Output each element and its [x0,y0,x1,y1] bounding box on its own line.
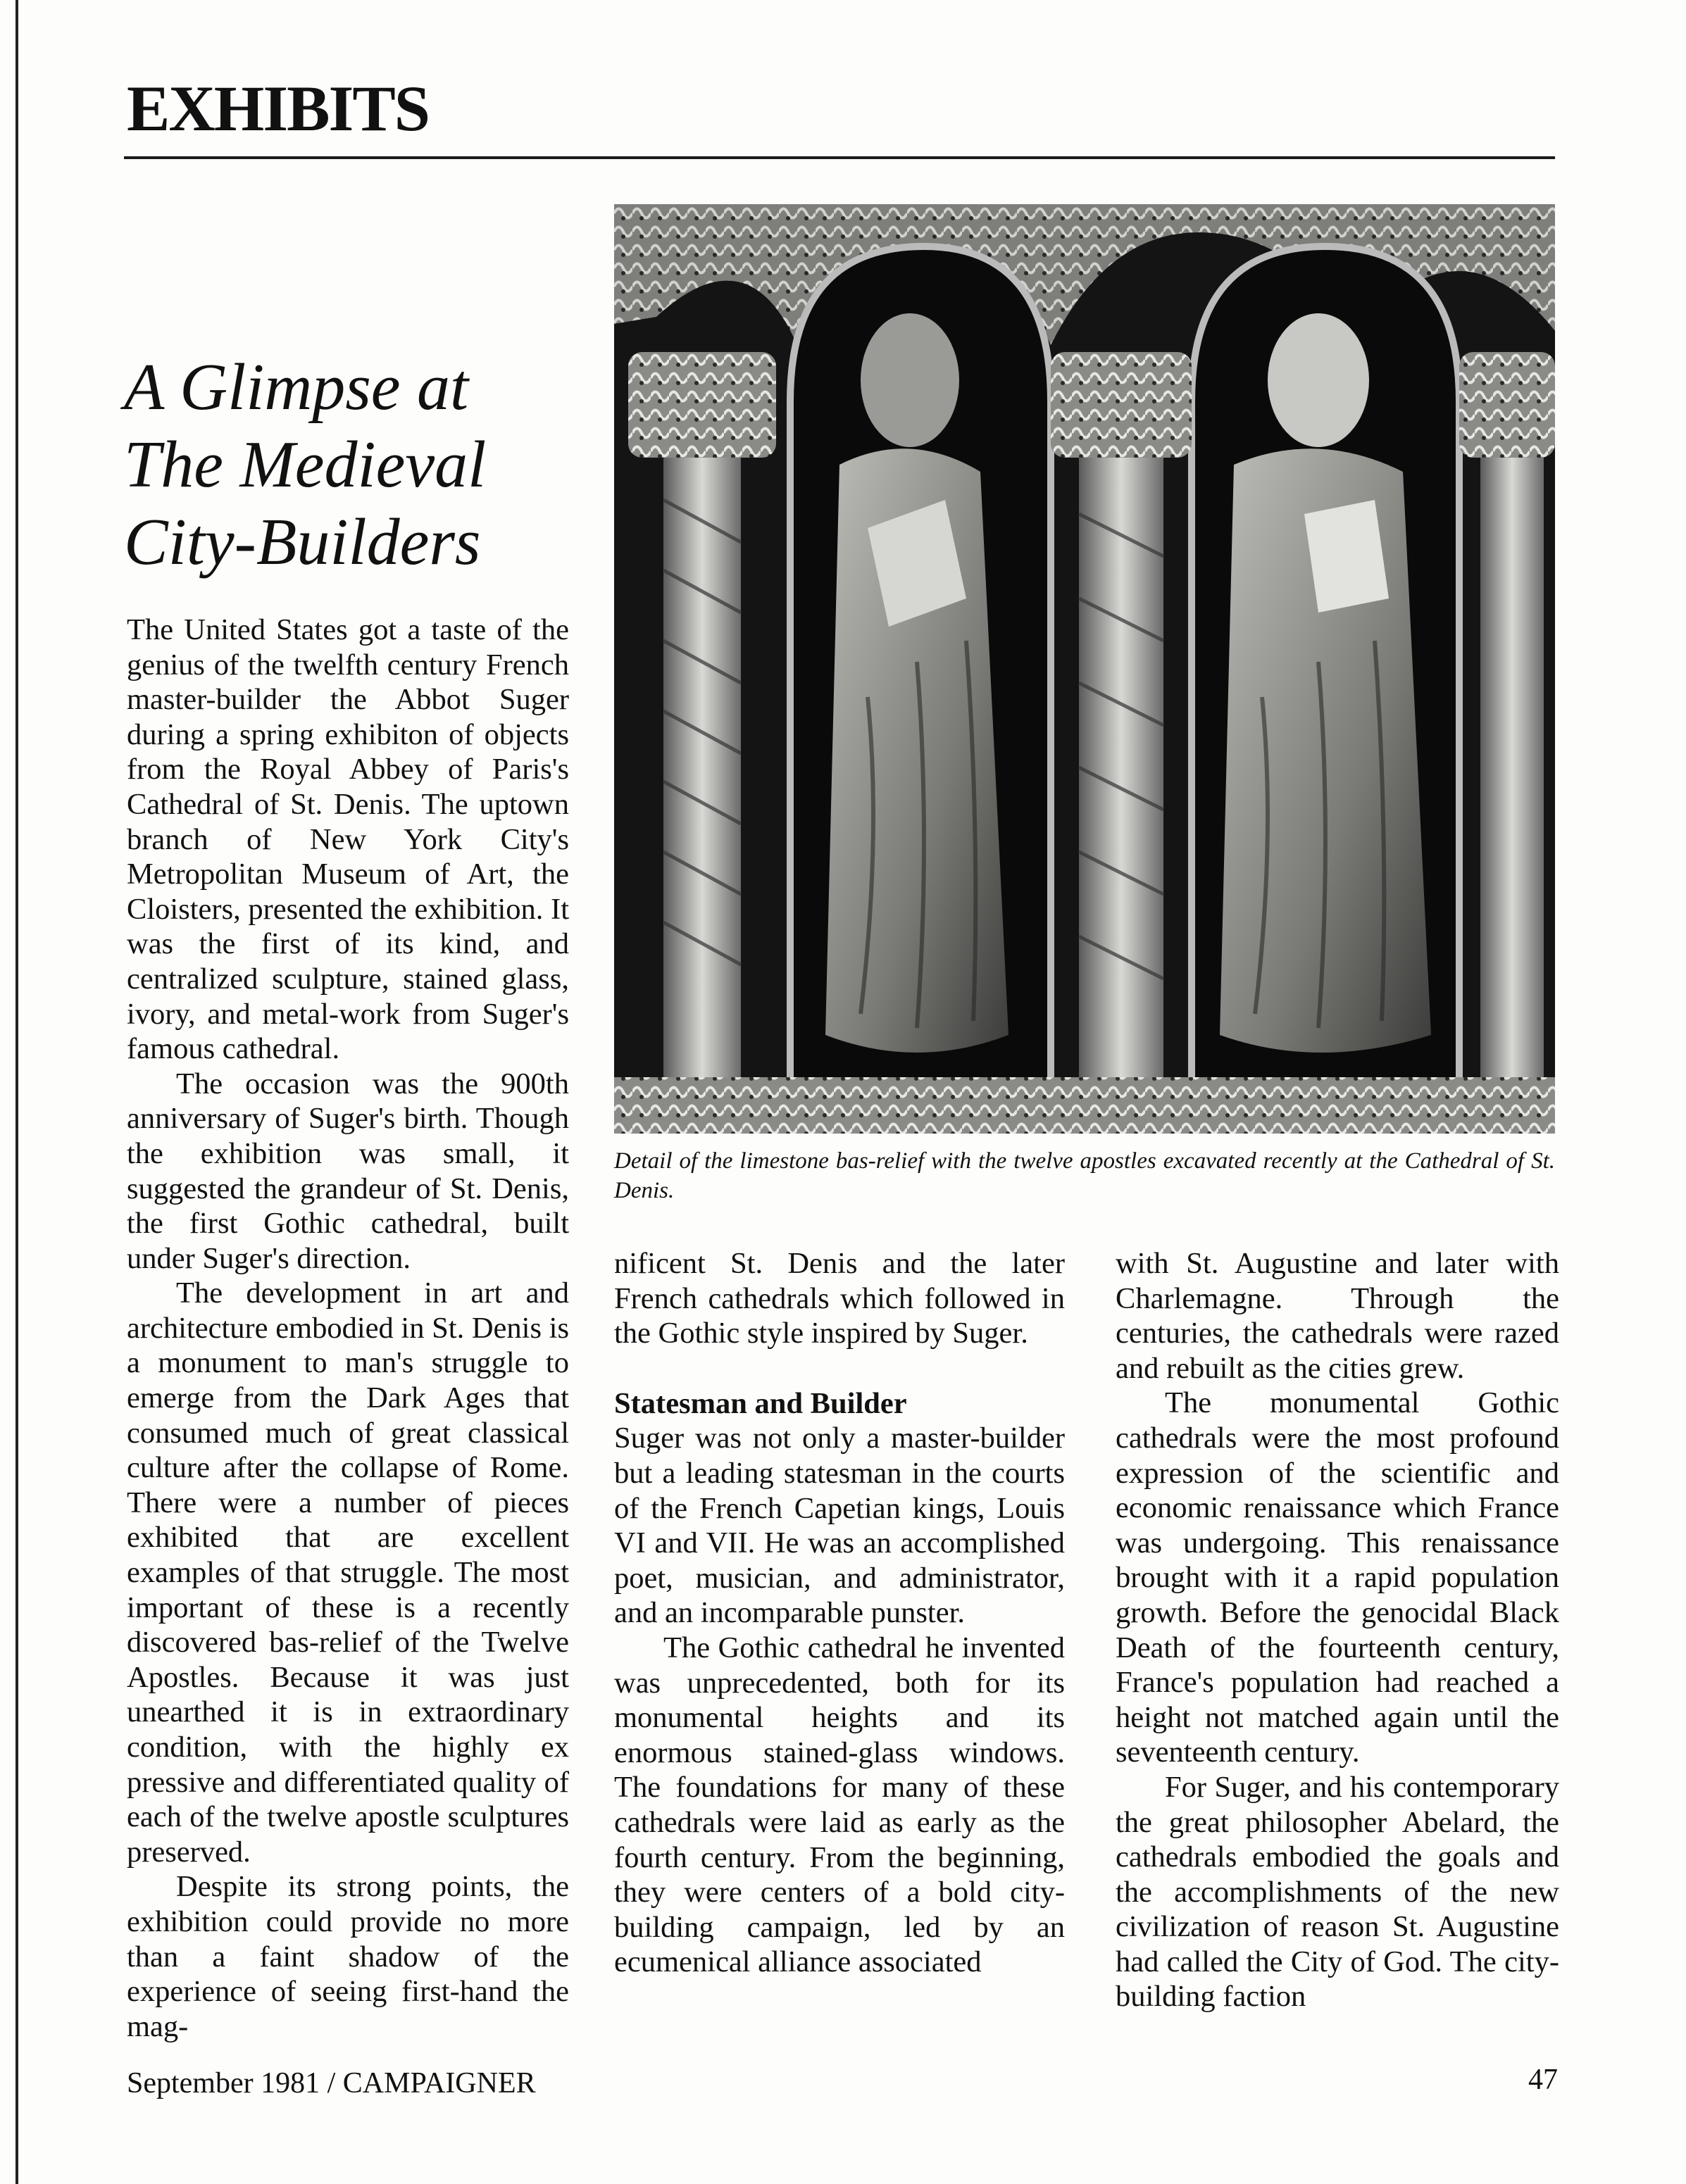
subheading: Statesman and Builder [614,1386,907,1420]
body-paragraph: The monumental Gothic cathedrals were the most profound expression of the scientific and economic renaissance which France was undergoing. This renaissance brought with it a rapid population growth. Before the genocidal Black Death of the fourteenth century, France's population had reached a height not matched again until the seventeenth century. [1116,1386,1559,1769]
article-title [124,349,582,581]
photo-caption: Detail of the limestone bas-relief with the twelve apostles excavated recently at the Cathedral of St. Denis. [614,1148,1555,1203]
title-line: The Medieval [124,428,487,501]
body-paragraph: The Gothic cathedral he invented was unprecedented, both for its monumental heights and its enormous stained-glass windows. The foundations for many of these cathedrals were laid as early as the fourth century. From the beginning, they were centers of a bold city-building campaign, led by an ecumenical alliance associated [614,1631,1065,1979]
title-line: City-Builders [124,506,481,579]
body-paragraph: nificent St. Denis and the later French cathedrals which followed in the Gothic style inspired by Suger. [614,1247,1065,1350]
body-paragraph: The United States got a taste of the genius of the twelfth century French master-builder the Abbot Suger during a spring exhibiton of objects from the Royal Abbey of Paris's Cathedral of St. Denis. The uptown branch of New York City's Metropolitan Museum of Art, the Cloisters, presented the exhibition. It was the first of its kind, and centralized sculpture, stained glass, ivory, and metal-work from Suger's famous cathedral. [127,613,569,1066]
body-paragraph: The development in art and architecture embodied in St. Denis is a monument to man's struggle to emerge from the Dark Ages that consumed much of great classical culture after the collapse of Rome. There were a number of pieces exhibited that are excellent examples of that struggle. The most important of these is a recently discovered bas-relief of the Twelve Apostles. Because it was just unearthed it is in extraordinary condition, with the highly ex pressive and differentiated quality of each of the twelve apostle sculptures preserved. [127,1276,569,1869]
page-number: 47 [1528,2064,1558,2096]
body-column-2 [614,1246,1065,1980]
body-column-3 [1116,1246,1559,2014]
page-edge-rule [15,0,18,2184]
section-heading: EXHIBITS [127,73,429,144]
heading-rule [124,156,1555,159]
apostles-bas-relief-photo [614,204,1555,1134]
body-paragraph: with St. Augustine and later with Charlemagne. Through the centuries, the cathedrals were razed and rebuilt as the cities grew. [1116,1247,1559,1385]
body-paragraph: The occasion was the 900th anniversary of Suger's birth. Though the exhibition was small, it suggested the grandeur of St. Denis, the first Gothic cathedral, built under Suger's direction. [127,1067,569,1275]
body-paragraph: Despite its strong points, the exhibition could provide no more than a faint shadow of the experience of seeing first-hand the mag- [127,1870,569,2043]
body-paragraph: Suger was not only a master-builder but a leading statesman in the courts of the French Capetian kings, Louis VI and VII. He was an accomplished poet, musician, and administrator, and an incomparable punster. [614,1422,1065,1630]
body-paragraph: For Suger, and his contemporary the great philosopher Abelard, the cathedrals embodied the goals and the accomplishments of the new civilization of reason St. Augustine had called the City of God. The city-building faction [1116,1770,1559,2014]
body-column-1 [127,613,569,2044]
title-line: A Glimpse at [124,351,469,424]
footer-issue: September 1981 / CAMPAIGNER [127,2067,536,2100]
bas-relief-illustration [614,204,1555,1134]
